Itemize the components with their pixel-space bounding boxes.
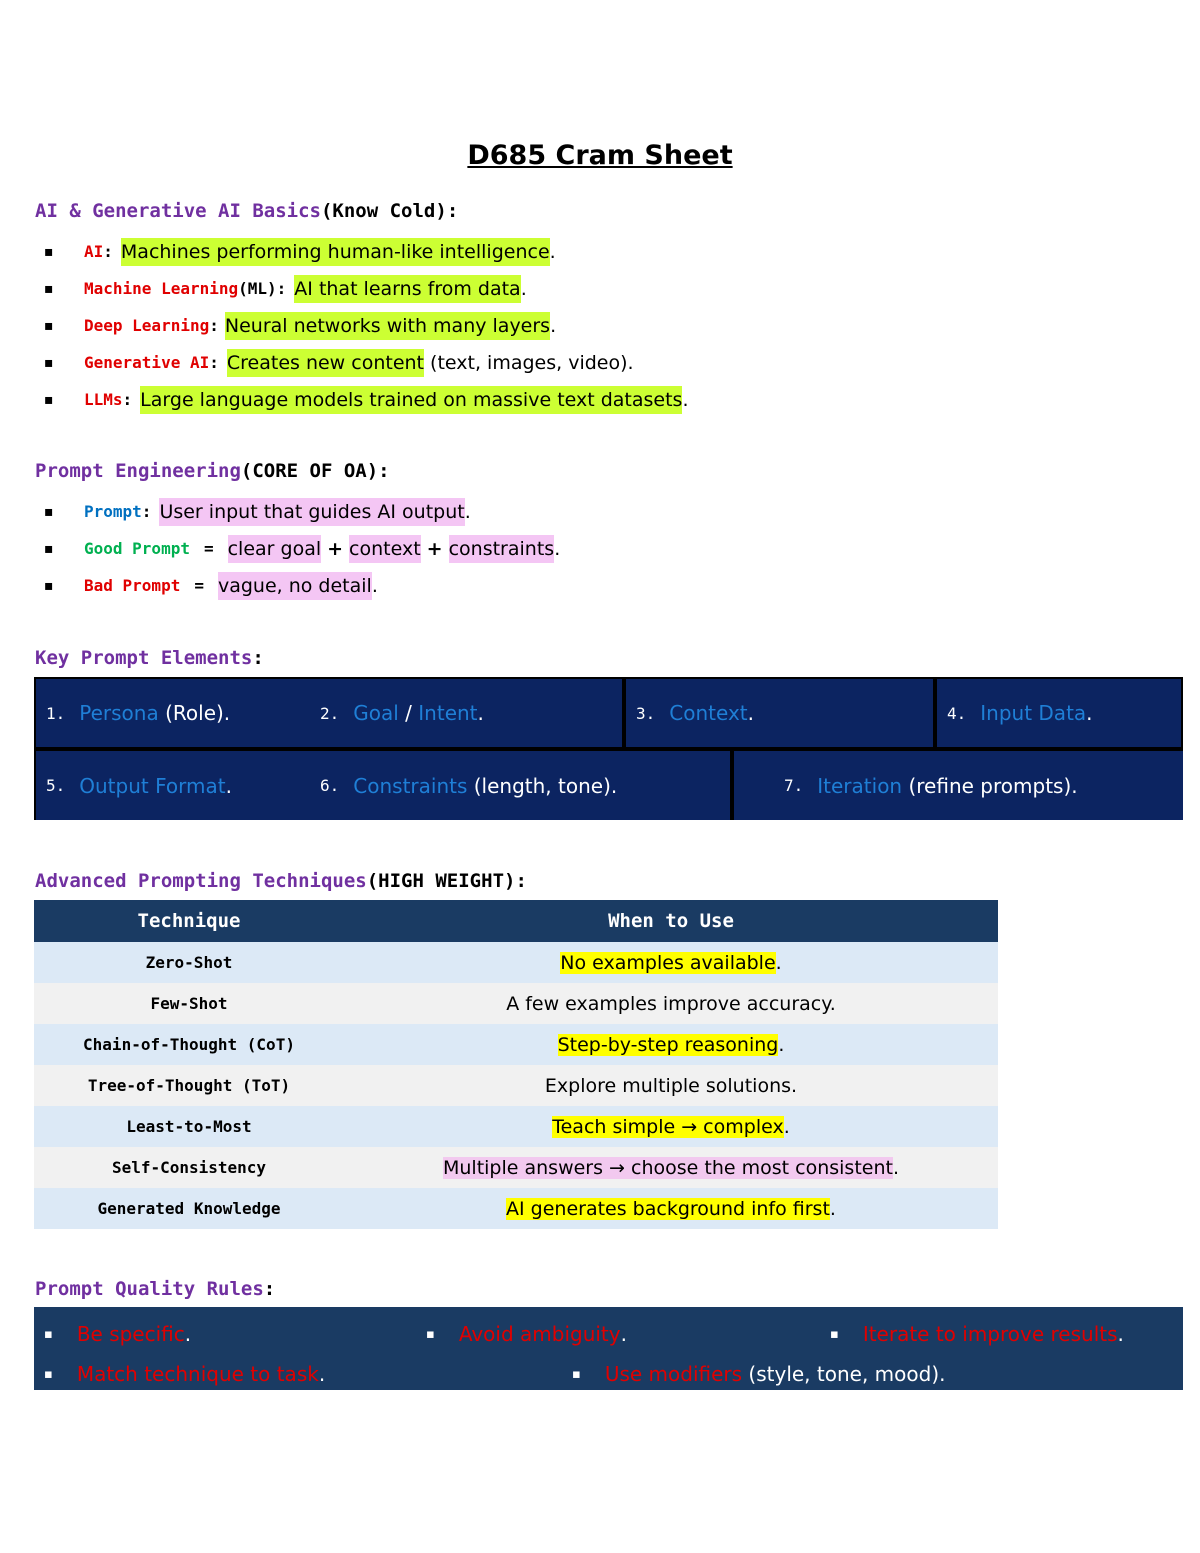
use-text: No examples available — [560, 951, 776, 974]
bullet: ▪ — [830, 1326, 839, 1342]
tail: . — [554, 537, 561, 560]
techniques-table — [34, 900, 998, 1229]
technique-name: Self-Consistency — [34, 1147, 344, 1188]
technique-name: Chain-of-Thought (CoT) — [34, 1024, 344, 1065]
basics-heading-text: AI & Generative AI Basics — [35, 200, 321, 222]
term: LLMs — [84, 389, 123, 409]
page-title: D685 Cram Sheet — [467, 140, 733, 171]
basics-heading — [35, 200, 458, 222]
key-element-cell — [734, 751, 1183, 820]
definition: Creates new content — [227, 349, 424, 377]
sep: = — [203, 538, 214, 558]
tail: . — [682, 388, 689, 411]
use-text: Step-by-step reasoning — [557, 1033, 779, 1056]
cell-rest: (Role). — [165, 701, 231, 725]
key-element-cell — [36, 751, 316, 820]
bullet: ▪ — [426, 1326, 435, 1342]
definition: vague, no detail — [218, 572, 372, 600]
basics-list — [44, 233, 689, 418]
key-elements-heading — [35, 647, 264, 669]
cell-number: 2. — [320, 703, 340, 723]
cell-number: 3. — [636, 703, 656, 723]
tail: . — [549, 240, 556, 263]
rule-rest: . — [620, 1322, 627, 1346]
technique-use: No examples available. — [344, 942, 998, 983]
cell-accent: Persona — [79, 701, 159, 725]
technique-use: Explore multiple solutions. — [344, 1065, 998, 1106]
table-row — [34, 1147, 998, 1188]
technique-use: Step-by-step reasoning. — [344, 1024, 998, 1065]
cell-accent: Output Format — [79, 773, 226, 798]
technique-use: Teach simple → complex. — [344, 1106, 998, 1147]
technique-use: AI generates background info first. — [344, 1188, 998, 1229]
use-text: Explore multiple solutions — [544, 1074, 792, 1097]
bullet: ▪ — [572, 1366, 581, 1382]
table-row — [34, 942, 998, 983]
table-row — [34, 1024, 998, 1065]
technique-name: Generated Knowledge — [34, 1188, 344, 1229]
tail: . — [520, 277, 527, 300]
prompt-eng-list — [44, 493, 560, 604]
bullet: ▪ — [44, 1366, 53, 1382]
tail: . — [464, 500, 471, 523]
list-item: ▪ Good Prompt = clear goal + context + constraints . — [44, 530, 560, 567]
table-row — [34, 1106, 998, 1147]
key-element-cell — [937, 679, 1181, 747]
rule-rest: . — [184, 1322, 192, 1346]
list-item: ▪ Deep Learning : Neural networks with many layers . — [44, 307, 689, 344]
key-element-cell — [310, 751, 730, 820]
cell-rest: (refine prompts). — [908, 773, 1078, 798]
bullet: ▪ — [44, 1326, 53, 1342]
plus-2: + — [426, 537, 443, 560]
key-elements-heading-text: Key Prompt Elements — [35, 647, 253, 669]
cell-number: 7. — [784, 776, 804, 795]
rule-item — [830, 1319, 1124, 1349]
quality-rules-box — [34, 1307, 1183, 1390]
rule-item — [572, 1359, 945, 1389]
key-element-cell — [310, 679, 622, 747]
list-item: ▪ Prompt : User input that guides AI output . — [44, 493, 560, 530]
prompt-eng-heading — [35, 460, 390, 482]
tail: (text, images, video). — [430, 351, 634, 374]
technique-use: A few examples improve accuracy. — [344, 983, 998, 1024]
advanced-heading-paren: (HIGH WEIGHT): — [366, 870, 527, 892]
list-item: ▪ Bad Prompt = vague, no detail . — [44, 567, 560, 604]
table-header-row — [34, 900, 998, 942]
key-element-cell — [36, 679, 316, 747]
cell-rest: . — [747, 701, 754, 725]
definition: Neural networks with many layers — [225, 312, 550, 340]
key-element-cell — [626, 679, 933, 747]
quality-heading-text: Prompt Quality Rules — [35, 1278, 264, 1300]
advanced-heading — [35, 870, 527, 892]
rule-text: Avoid ambiguity — [458, 1322, 621, 1346]
plus-1: + — [327, 537, 344, 560]
term: Prompt — [84, 501, 142, 521]
rule-item — [44, 1319, 191, 1349]
cell-number: 6. — [320, 776, 340, 795]
cell-accent: Context — [669, 701, 748, 725]
rule-rest: . — [318, 1362, 326, 1386]
rule-text: Use modifiers — [604, 1362, 743, 1386]
rule-item — [44, 1359, 325, 1389]
cell-number: 4. — [947, 703, 967, 723]
cell-accent: Goal — [353, 701, 399, 725]
extra: (ML): — [238, 278, 287, 298]
technique-name: Least-to-Most — [34, 1106, 344, 1147]
rule-text: Be specific — [76, 1322, 185, 1346]
key-elements-grid — [34, 677, 1183, 820]
technique-name: Few-Shot — [34, 983, 344, 1024]
column-header-when: When to Use — [344, 900, 998, 942]
sep: : — [209, 315, 219, 335]
column-header-technique: Technique — [34, 900, 344, 942]
cell-accent-2: Intent — [418, 701, 478, 725]
list-item: ▪ AI : Machines performing human-like intelligence . — [44, 233, 689, 270]
rule-text: Match technique to task — [76, 1362, 319, 1386]
list-item: ▪ Machine Learning (ML): AI that learns from data . — [44, 270, 689, 307]
definition: User input that guides AI output — [159, 498, 464, 526]
term: AI — [84, 241, 104, 261]
use-text: Teach simple → complex — [552, 1115, 784, 1138]
quality-heading — [35, 1278, 275, 1300]
rule-rest: (style, tone, mood). — [748, 1362, 946, 1386]
technique-use: Multiple answers → choose the most consistent. — [344, 1147, 998, 1188]
definition: AI that learns from data — [294, 275, 520, 303]
term: Deep Learning — [84, 315, 210, 335]
part-1: clear goal — [228, 535, 322, 563]
cell-accent: Constraints — [353, 773, 468, 798]
prompt-eng-heading-paren: (CORE OF OA): — [240, 460, 390, 482]
table-row — [34, 1065, 998, 1106]
term: Good Prompt — [84, 538, 190, 558]
sep: : — [122, 389, 133, 409]
list-item: ▪ LLMs : Large language models trained on massive text datasets . — [44, 381, 689, 418]
cell-rest: (length, tone). — [473, 773, 618, 798]
sep: = — [194, 575, 204, 595]
advanced-heading-text: Advanced Prompting Techniques — [35, 870, 367, 892]
prompt-eng-heading-text: Prompt Engineering — [35, 460, 241, 482]
cell-rest: . — [477, 701, 484, 725]
cell-accent: Input Data — [980, 701, 1087, 725]
cell-number: 5. — [46, 776, 66, 795]
cell-rest: . — [225, 773, 232, 798]
sep: : — [209, 352, 219, 372]
term: Bad Prompt — [84, 575, 181, 595]
tail: . — [371, 574, 378, 597]
rule-text: Iterate to improve results — [862, 1322, 1118, 1346]
use-text: A few examples improve accuracy — [506, 992, 830, 1015]
tail: . — [550, 314, 557, 337]
cell-rest: . — [1086, 701, 1093, 725]
technique-name: Zero-Shot — [34, 942, 344, 983]
part-3: constraints — [449, 535, 555, 563]
sep: : — [141, 501, 152, 521]
part-2: context — [349, 535, 421, 563]
definition: Large language models trained on massive text datasets — [140, 386, 682, 414]
definition: Machines performing human-like intelligence — [121, 238, 550, 266]
use-text: AI generates background info first — [506, 1197, 830, 1220]
basics-heading-paren: (Know Cold): — [320, 200, 459, 222]
list-item: ▪ Generative AI : Creates new content (text, images, video). — [44, 344, 689, 381]
sep: : — [103, 241, 113, 261]
cell-slash: / — [405, 701, 412, 725]
quality-heading-colon: : — [263, 1278, 276, 1300]
technique-name: Tree-of-Thought (ToT) — [34, 1065, 344, 1106]
rule-rest: . — [1117, 1322, 1124, 1346]
table-row — [34, 983, 998, 1024]
term: Machine Learning — [84, 278, 239, 298]
cell-number: 1. — [46, 703, 66, 723]
rule-item — [426, 1319, 627, 1349]
term: Generative AI — [84, 352, 210, 372]
use-text: Multiple answers → choose the most consistent — [442, 1156, 893, 1179]
key-elements-heading-colon: : — [252, 647, 264, 669]
cell-accent: Iteration — [817, 773, 903, 798]
table-row — [34, 1188, 998, 1229]
